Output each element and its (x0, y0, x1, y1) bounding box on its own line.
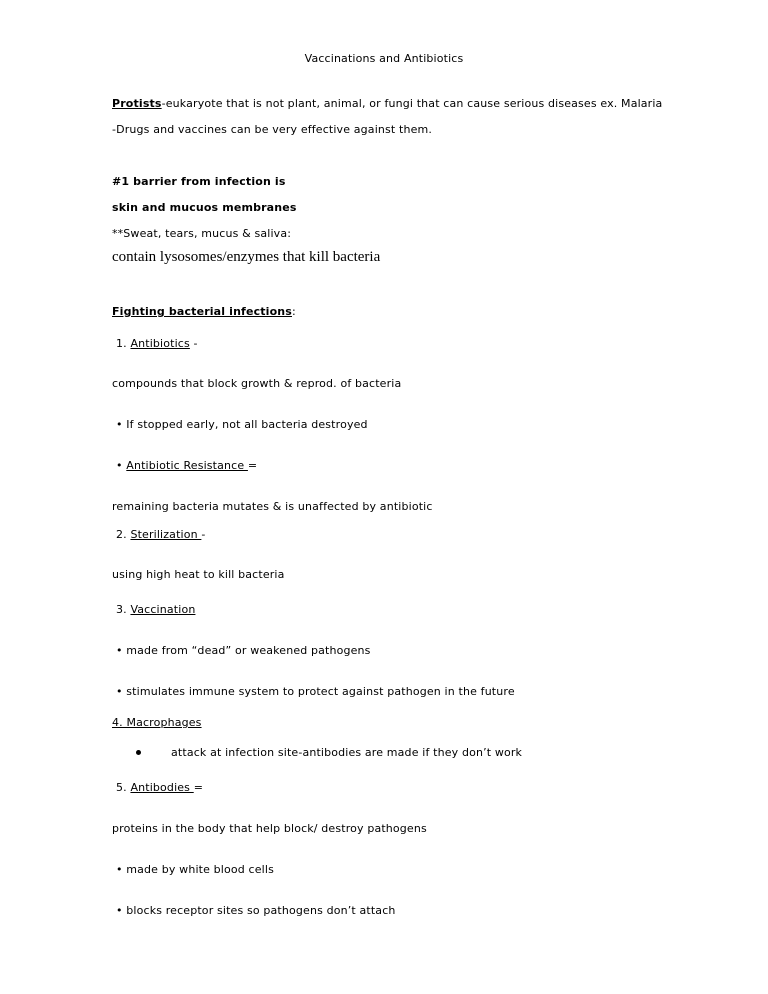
antibodies-num: 5. (116, 781, 131, 794)
protists-definition: -eukaryote that is not plant, animal, or fungi that can cause serious diseases ex. Malaria (161, 97, 663, 110)
antibiotics-definition: compounds that block growth & reprod. of bacteria (112, 377, 402, 390)
sterilization-definition: using high heat to kill bacteria (112, 568, 285, 581)
barrier-fluids: **Sweat, tears, mucus & saliva: (112, 227, 292, 240)
vaccination-label: Vaccination (130, 603, 196, 616)
bullet-dot-icon (136, 750, 141, 755)
sterilization-heading (116, 528, 206, 541)
barrier-heading: #1 barrier from infection is (112, 175, 286, 188)
antibodies-heading (116, 781, 203, 794)
barrier-action: contain lysosomes/enzymes that kill bacteria (112, 249, 381, 265)
protists-note: -Drugs and vaccines can be very effective against them. (112, 123, 433, 136)
sterilization-num: 2. (116, 528, 131, 541)
antibiotics-bullet-2-prefix: • (116, 459, 127, 472)
barrier-subheading: skin and mucuos membranes (112, 201, 297, 214)
document-title: Vaccinations and Antibiotics (304, 52, 464, 65)
fighting-heading-text: Fighting bacterial infections (112, 305, 292, 318)
antibodies-definition: proteins in the body that help block/ destroy pathogens (112, 822, 427, 835)
sterilization-suffix: - (201, 528, 206, 541)
antibiotics-suffix: - (189, 337, 198, 350)
vaccination-heading (116, 603, 195, 616)
antibodies-bullet-2: • blocks receptor sites so pathogens don’t attach (116, 904, 396, 917)
sterilization-label: Sterilization (130, 528, 202, 541)
antibiotics-bullet-2 (116, 459, 257, 472)
macrophages-bullet-text: attack at infection site-antibodies are made if they don’t work (171, 746, 523, 759)
antibiotic-resistance-label: Antibiotic Resistance (126, 459, 248, 472)
antibiotics-heading (116, 337, 198, 350)
vaccination-bullet-2: • stimulates immune system to protect against pathogen in the future (116, 685, 515, 698)
antibodies-label: Antibodies (130, 781, 194, 794)
antibiotics-label: Antibiotics (130, 337, 190, 350)
macrophages-heading: 4. Macrophages (112, 716, 202, 729)
antibiotics-num: 1. (116, 337, 131, 350)
protists-paragraph (112, 97, 662, 110)
macrophages-bullet (136, 746, 522, 759)
vaccination-num: 3. (116, 603, 131, 616)
antibiotics-bullet-2-suffix: = (247, 459, 258, 472)
antibodies-bullet-1: • made by white blood cells (116, 863, 274, 876)
resistance-definition: remaining bacteria mutates & is unaffected by antibiotic (112, 500, 433, 513)
protists-term: Protists (112, 97, 162, 110)
fighting-heading (112, 305, 296, 318)
fighting-heading-suffix: : (292, 305, 296, 318)
antibiotics-bullet-1: • If stopped early, not all bacteria destroyed (116, 418, 368, 431)
vaccination-bullet-1: • made from “dead” or weakened pathogens (116, 644, 371, 657)
antibodies-suffix: = (193, 781, 204, 794)
